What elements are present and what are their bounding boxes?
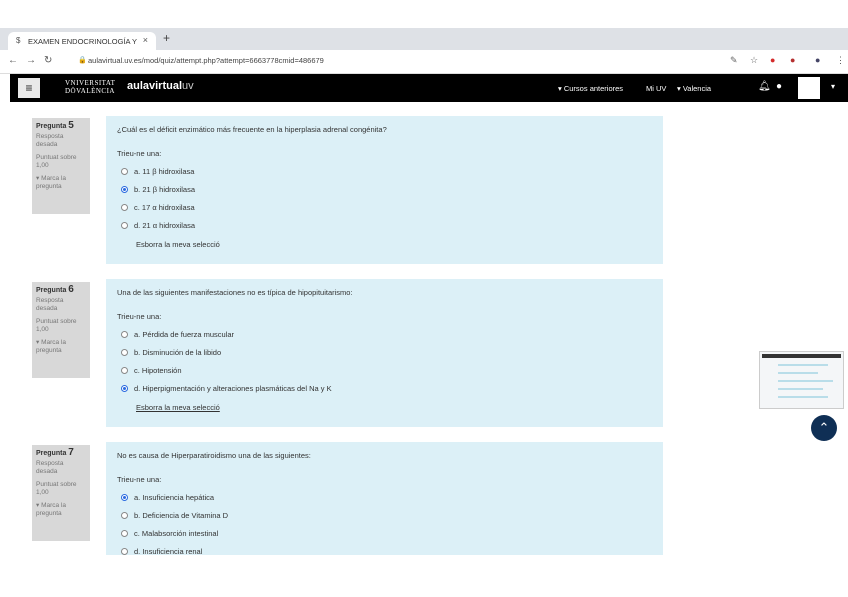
thumbnail-line [778, 380, 833, 382]
reload-icon[interactable]: ↻ [44, 55, 53, 66]
chat-icon[interactable]: ● [776, 81, 783, 92]
answer-option[interactable]: a. 11 β hidroxilasa [117, 162, 652, 180]
radio-button-selected[interactable] [121, 186, 128, 193]
site-navbar [10, 74, 848, 102]
radio-button[interactable] [121, 512, 128, 519]
radio-button[interactable] [121, 222, 128, 229]
profile-icon[interactable]: ● [815, 55, 821, 65]
tab-close-icon[interactable]: × [142, 35, 148, 45]
question-box-7 [106, 442, 663, 555]
thumbnail-line [778, 388, 823, 390]
question-box-6 [106, 279, 663, 427]
answer-option[interactable]: a. Pérdida de fuerza muscular [117, 325, 652, 343]
thumbnail-line [778, 372, 818, 374]
nav-mi-uv[interactable]: Mi UV [646, 84, 667, 93]
thumbnail-header [762, 354, 841, 358]
brand-light: uv [182, 80, 194, 92]
radio-button[interactable] [121, 168, 128, 175]
forward-icon[interactable]: → [26, 55, 36, 66]
back-icon[interactable]: ← [8, 55, 18, 66]
thumbnail-line [778, 364, 828, 366]
translate-icon[interactable]: ✎ [730, 55, 738, 65]
radio-button[interactable] [121, 331, 128, 338]
flag-icon: ▾ [36, 502, 40, 509]
answer-prompt: Trieu-ne una: [117, 312, 162, 321]
flag-icon: ▾ [36, 339, 40, 346]
thumbnail-line [778, 396, 828, 398]
flag-icon: ▾ [36, 175, 40, 182]
menu-icon[interactable]: ≡ [18, 78, 40, 98]
question-score: Puntuat sobre 1,00 [36, 154, 77, 169]
page-thumbnail-preview[interactable] [759, 351, 844, 409]
radio-button[interactable] [121, 204, 128, 211]
answer-option[interactable]: c. Malabsorción intestinal [117, 524, 652, 542]
lock-icon: 🔒 [78, 57, 87, 64]
star-icon[interactable]: ☆ [750, 55, 759, 65]
answer-option[interactable]: c. 17 α hidroxilasa [117, 198, 652, 216]
radio-button-selected[interactable] [121, 494, 128, 501]
university-logo[interactable] [65, 79, 115, 95]
answer-option[interactable]: a. Insuficiencia hepática [117, 488, 652, 506]
radio-button[interactable] [121, 548, 128, 555]
address-bar [0, 50, 848, 74]
avatar[interactable] [798, 77, 820, 99]
question-status: Resposta desada [36, 460, 64, 475]
flag-question[interactable]: ▾ Marca la pregunta [36, 175, 67, 190]
radio-button[interactable] [121, 530, 128, 537]
favicon-icon: $ [16, 36, 21, 45]
question-score: Puntuat sobre 1,00 [36, 318, 77, 333]
flag-question[interactable]: ▾ Marca la pregunta [36, 502, 67, 517]
clear-selection-link[interactable]: Esborra la meva selecció [136, 240, 220, 249]
site-brand[interactable] [127, 80, 194, 92]
answer-option[interactable]: d. 21 α hidroxilasa [117, 216, 652, 234]
radio-button[interactable] [121, 349, 128, 356]
logo-line-2: DÖVALÈNCIA [65, 87, 115, 95]
question-text: Una de las siguientes manifestaciones no es típica de hipopituitarismo: [117, 288, 353, 297]
answer-option[interactable]: c. Hipotensión [117, 361, 652, 379]
question-status: Resposta desada [36, 133, 64, 148]
answer-prompt: Trieu-ne una: [117, 149, 162, 158]
browser-tab[interactable] [8, 32, 156, 50]
back-to-top-button[interactable] [811, 415, 837, 441]
question-score: Puntuat sobre 1,00 [36, 481, 77, 496]
question-info-6 [32, 282, 90, 378]
nav-cursos-anteriores[interactable]: ▾ Cursos anteriores [558, 84, 624, 93]
question-info-5 [32, 118, 90, 214]
browser-tab-strip [0, 28, 848, 50]
answer-option[interactable]: b. 21 β hidroxilasa [117, 180, 652, 198]
question-status: Resposta desada [36, 297, 64, 312]
chevron-up-icon: ⌃ [818, 420, 830, 435]
question-text: ¿Cuál es el déficit enzimático más frecuente en la hiperplasia adrenal congénita? [117, 125, 387, 134]
tab-title: EXAMEN ENDOCRINOLOGÍA Y [28, 36, 138, 46]
answer-option[interactable]: b. Disminución de la libido [117, 343, 652, 361]
answer-prompt: Trieu-ne una: [117, 475, 162, 484]
answer-option[interactable]: d. Hiperpigmentación y alteraciones plasmáticas del Na y K [117, 379, 652, 397]
answer-option[interactable]: d. Insuficiencia renal [117, 542, 652, 555]
question-text: No es causa de Hiperparatiroidismo una de las siguientes: [117, 451, 311, 460]
question-box-5 [106, 116, 663, 264]
nav-valencia[interactable]: ▾ Valencia [677, 84, 712, 93]
answer-option[interactable]: b. Deficiencia de Vitamina D [117, 506, 652, 524]
new-tab-button[interactable]: + [163, 31, 171, 45]
clear-selection-link[interactable]: Esborra la meva selecció [136, 403, 220, 412]
brand-bold: aulavirtual [127, 80, 183, 92]
question-info-7 [32, 445, 90, 541]
radio-button-selected[interactable] [121, 385, 128, 392]
chevron-down-icon[interactable]: ▾ [831, 82, 836, 91]
extension-icon[interactable]: ● [790, 55, 796, 65]
quiz-content [0, 102, 848, 555]
menu-dots-icon[interactable]: ⋮ [836, 55, 845, 65]
bell-icon[interactable]: 🔔︎ [758, 81, 771, 92]
radio-button[interactable] [121, 367, 128, 374]
question-number-label: Pregunta 7 [36, 447, 74, 458]
logo-line-1: VNIVERSITAT [65, 79, 116, 87]
flag-question[interactable]: ▾ Marca la pregunta [36, 339, 67, 354]
question-number-label: Pregunta 6 [36, 284, 74, 295]
opera-icon[interactable]: ● [770, 55, 776, 65]
question-number-label: Pregunta 5 [36, 120, 74, 131]
url-field[interactable]: aulavirtual.uv.es/mod/quiz/attempt.php?attempt=6663778cmid=486679 [88, 56, 324, 65]
